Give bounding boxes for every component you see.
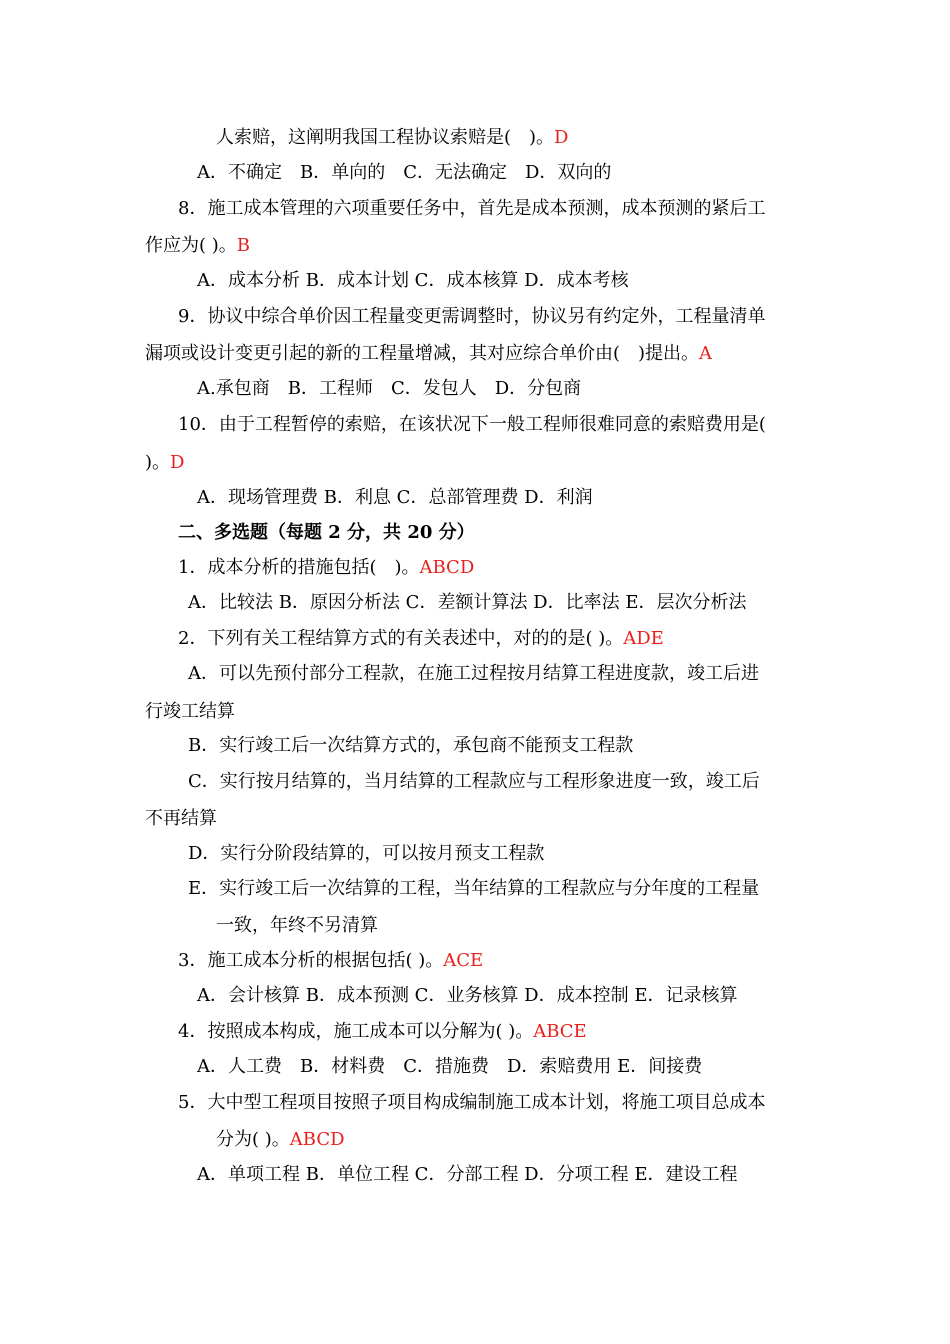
line-text: B．实行竣工后一次结算方式的，承包商不能预支工程款: [188, 735, 634, 756]
line-text: 不再结算: [145, 808, 217, 829]
q8-stem: [178, 197, 765, 221]
line-text: 8．施工成本管理的六项重要任务中，首先是成本预测，成本预测的紧后工: [178, 198, 766, 219]
line-text: )。: [145, 452, 171, 473]
answer-key: ADE: [623, 628, 664, 649]
m1-options: [188, 591, 746, 615]
line-text: 漏项或设计变更引起的新的工程量增减，其对应综合单价由( )提出。: [145, 343, 700, 364]
section-heading-multiple-choice: [178, 521, 475, 545]
answer-key: ABCE: [533, 1021, 587, 1042]
m4-options: [197, 1055, 702, 1079]
m2-stem: [178, 627, 664, 651]
q9-stem-continuation: [145, 342, 712, 366]
line-text: 行竣工结算: [145, 701, 235, 722]
m3-stem: [178, 949, 483, 973]
q10-stem: [178, 413, 766, 437]
m5-stem-continuation: [216, 1128, 345, 1152]
line-text: A．现场管理费 B．利息 C．总部管理费 D．利润: [197, 487, 593, 508]
m2-option-a-continuation: [145, 700, 235, 724]
line-text: 分为( )。: [216, 1129, 290, 1150]
m5-stem: [178, 1091, 765, 1115]
answer-key: A: [699, 343, 713, 364]
m2-option-e-continuation: [216, 914, 378, 938]
line-text: 一致，年终不另清算: [216, 915, 378, 936]
line-text: A．单项工程 B．单位工程 C．分部工程 D．分项工程 E．建设工程: [197, 1164, 738, 1185]
answer-key: ABCD: [289, 1129, 345, 1150]
m1-stem: [178, 556, 474, 580]
line-text: A.承包商 B．工程师 C．发包人 D．分包商: [197, 378, 582, 399]
q7-stem-continuation: [216, 126, 568, 150]
line-text: A．会计核算 B．成本预测 C．业务核算 D．成本控制 E．记录核算: [197, 985, 738, 1006]
answer-key: ACE: [443, 950, 484, 971]
answer-key: D: [170, 452, 185, 473]
q8-options: [197, 269, 629, 293]
line-text: 人索赔，这阐明我国工程协议索赔是( )。: [216, 127, 555, 148]
line-text: 二、多选题（每题 2 分，共 20 分）: [178, 522, 475, 543]
q7-options: [197, 161, 611, 185]
q9-options: [197, 377, 581, 401]
m5-options: [197, 1163, 737, 1187]
line-text: 作应为( )。: [145, 235, 237, 256]
line-text: 5．大中型工程项目按照子项目构成编制施工成本计划，将施工项目总成本: [178, 1092, 766, 1113]
line-text: E．实行竣工后一次结算的工程，当年结算的工程款应与分年度的工程量: [188, 878, 760, 899]
line-text: 4．按照成本构成，施工成本可以分解为( )。: [178, 1021, 534, 1042]
m2-option-a: [188, 662, 759, 686]
q10-stem-continuation: [145, 451, 184, 475]
line-text: A．比较法 B．原因分析法 C．差额计算法 D．比率法 E．层次分析法: [188, 592, 747, 613]
q10-options: [197, 486, 593, 510]
line-text: A．不确定 B．单向的 C．无法确定 D．双向的: [197, 162, 612, 183]
answer-key: B: [236, 235, 251, 256]
line-text: A．成本分析 B．成本计划 C．成本核算 D．成本考核: [197, 270, 629, 291]
line-text: 1．成本分析的措施包括( )。: [178, 557, 420, 578]
m2-option-d: [188, 842, 544, 866]
line-text: C．实行按月结算的，当月结算的工程款应与工程形象进度一致，竣工后: [188, 771, 760, 792]
line-text: 2．下列有关工程结算方式的有关表述中，对的的是( )。: [178, 628, 624, 649]
line-text: D．实行分阶段结算的，可以按月预支工程款: [188, 843, 545, 864]
line-text: A．人工费 B．材料费 C．措施费 D．索赔费用 E．间接费: [197, 1056, 703, 1077]
m2-option-b: [188, 734, 633, 758]
answer-key: D: [554, 127, 569, 148]
line-text: 10．由于工程暂停的索赔，在该状况下一般工程师很难同意的索赔费用是(: [178, 414, 766, 435]
answer-key: ABCD: [419, 557, 475, 578]
line-text: 3．施工成本分析的根据包括( )。: [178, 950, 444, 971]
q8-stem-continuation: [145, 234, 250, 258]
m2-option-c-continuation: [145, 807, 217, 831]
m4-stem: [178, 1020, 587, 1044]
m2-option-c: [188, 770, 760, 794]
line-text: A．可以先预付部分工程款，在施工过程按月结算工程进度款，竣工后进: [188, 663, 759, 684]
line-text: 9．协议中综合单价因工程量变更需调整时，协议另有约定外，工程量清单: [178, 306, 766, 327]
m3-options: [197, 984, 737, 1008]
m2-option-e: [188, 877, 759, 901]
q9-stem: [178, 305, 765, 329]
